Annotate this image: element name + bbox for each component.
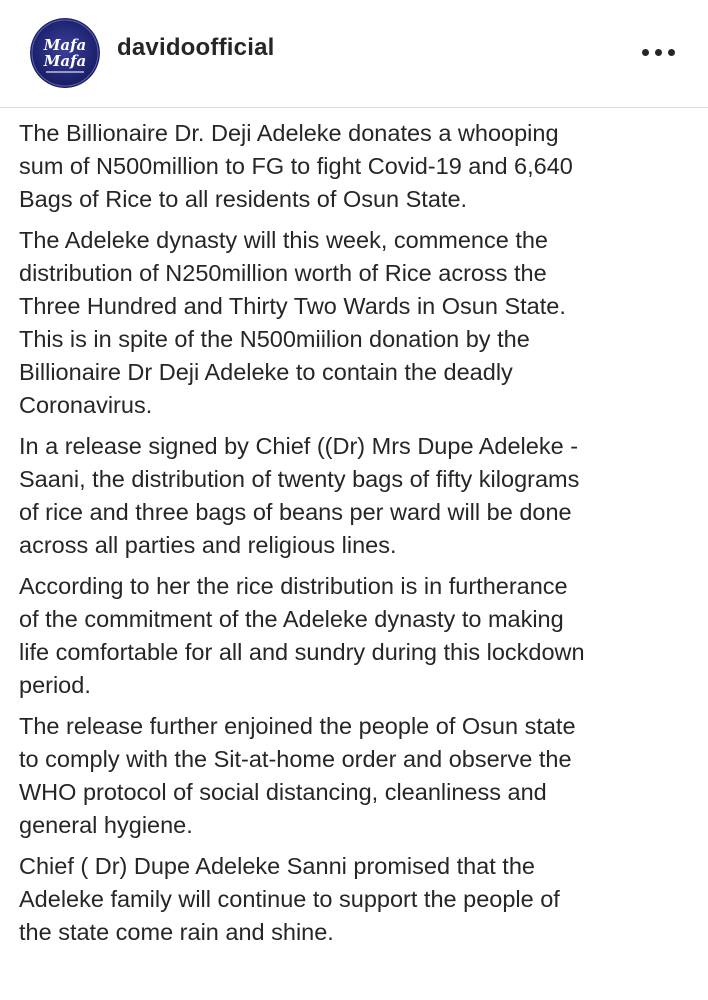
ellipsis-dot	[668, 49, 675, 56]
caption-line: This is in spite of the N500miilion donation by the	[19, 326, 530, 352]
caption-line: Three Hundred and Thirty Two Wards in Osun State.	[19, 293, 566, 319]
caption-line: to comply with the Sit-at-home order and observe the	[19, 746, 572, 772]
avatar-logo-icon	[30, 18, 100, 88]
caption-paragraph	[19, 224, 703, 422]
caption-line: The Billionaire Dr. Deji Adeleke donates a whooping	[19, 120, 559, 146]
caption-line: life comfortable for all and sundry during this lockdown	[19, 639, 585, 665]
caption-line: Bags of Rice to all residents of Osun State.	[19, 186, 468, 212]
caption-line: Billionaire Dr Deji Adeleke to contain the deadly	[19, 359, 513, 385]
caption-line: In a release signed by Chief ((Dr) Mrs Dupe Adeleke -	[19, 433, 579, 459]
caption-line: Chief ( Dr) Dupe Adeleke Sanni promised that the	[19, 853, 535, 879]
post-header	[0, 0, 708, 108]
caption-line: The release further enjoined the people of Osun state	[19, 713, 576, 739]
avatar-text-top: Mafa	[43, 36, 87, 54]
caption-line: distribution of N250million worth of Rice across the	[19, 260, 547, 286]
ellipsis-dot	[655, 49, 662, 56]
caption-line: across all parties and religious lines.	[19, 532, 397, 558]
caption-line: period.	[19, 672, 91, 698]
caption-line: Adeleke family will continue to support the people of	[19, 886, 560, 912]
caption-line: WHO protocol of social distancing, cleanliness and	[19, 779, 547, 805]
avatar[interactable]	[30, 18, 100, 88]
caption-paragraph	[19, 117, 703, 216]
post-caption	[19, 117, 703, 957]
caption-line: general hygiene.	[19, 812, 193, 838]
ellipsis-dot	[642, 49, 649, 56]
caption-paragraph	[19, 430, 703, 562]
caption-line: of the commitment of the Adeleke dynasty to making	[19, 606, 564, 632]
caption-line: sum of N500million to FG to fight Covid-19 and 6,640	[19, 153, 573, 179]
caption-line: the state come rain and shine.	[19, 919, 334, 945]
caption-line: According to her the rice distribution is in furtherance	[19, 573, 568, 599]
avatar-text-bottom: Mafa	[43, 52, 87, 70]
username-link[interactable]: davidoofficial	[117, 34, 275, 61]
caption-paragraph	[19, 570, 703, 702]
caption-line: The Adeleke dynasty will this week, commence the	[19, 227, 549, 253]
caption-line: Saani, the distribution of twenty bags of fifty kilograms	[19, 466, 580, 492]
caption-paragraph	[19, 710, 703, 842]
caption-line: Coronavirus.	[19, 392, 153, 418]
ellipsis-icon[interactable]	[640, 48, 680, 60]
caption-paragraph	[19, 850, 703, 949]
caption-line: of rice and three bags of beans per ward will be done	[19, 499, 572, 525]
